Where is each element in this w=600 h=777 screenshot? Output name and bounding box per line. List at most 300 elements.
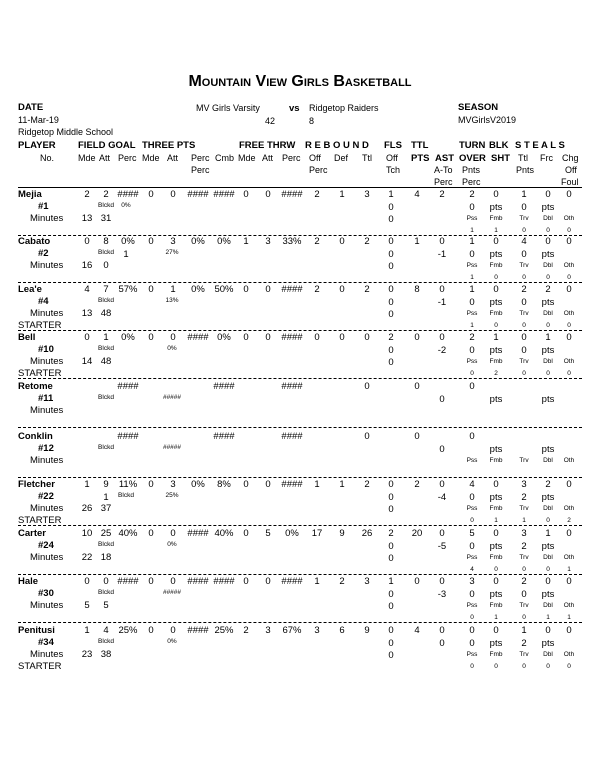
col-reb-def: Def (334, 153, 349, 163)
stat-cell: 20 (411, 528, 423, 539)
turnover-type-value: 0 (470, 517, 474, 524)
turnover-type-label: Dbl (543, 457, 553, 464)
stat-cell: 3 (314, 625, 320, 636)
stat-cell: 1 (314, 576, 320, 587)
stat-cell: 0 (170, 332, 176, 343)
stat-cell: 17 (311, 528, 323, 539)
stat-cell: 0 (265, 284, 271, 295)
turnover-type-value: 1 (567, 614, 571, 621)
detail-cell: 0 (521, 249, 527, 260)
detail-cell: pts (541, 492, 555, 503)
col-over: OVER (459, 153, 486, 164)
stat-cell: 1 (339, 189, 345, 200)
stat-cell: 0 (148, 625, 154, 636)
stat-cell: 0% (191, 236, 205, 247)
stat-cell: 2 (84, 189, 90, 200)
home-team: MV Girls Varsity (196, 103, 260, 113)
stat-cell: 2 (545, 479, 551, 490)
col-ft-mde: Mde (238, 153, 256, 163)
player-name: Retome (18, 381, 53, 392)
turnover-type-label: Dbl (543, 358, 553, 365)
turnover-type-value: 1 (567, 566, 571, 573)
stat-cell: 0 (388, 236, 394, 247)
turnover-type-value: 0 (567, 227, 571, 234)
date-label: DATE (18, 102, 44, 113)
col-3p-perc2: Perc (191, 165, 210, 175)
stat-cell: 67% (282, 625, 302, 636)
stat-cell: 10 (81, 528, 93, 539)
stat-cell: 0 (148, 332, 154, 343)
col-perc-a: Perc (434, 177, 453, 187)
turnover-type-value: 0 (546, 566, 550, 573)
detail-cell: 2 (521, 541, 527, 552)
stat-cell: #### (117, 189, 139, 200)
stat-cell: 50% (214, 284, 234, 295)
stat-cell: 0 (265, 479, 271, 490)
minutes-label: Minutes (30, 600, 64, 611)
stat-cell: 0% (121, 236, 135, 247)
col-reb-off: Off (309, 153, 321, 163)
minutes-value: 37 (100, 503, 112, 514)
fls-tch-value: 0 (388, 357, 394, 368)
stat-cell: #### (281, 479, 303, 490)
stat-cell: #### (213, 189, 235, 200)
stat-cell: 0 (469, 625, 475, 636)
stat-cell: 0 (493, 189, 499, 200)
stat-cell: 0 (103, 576, 109, 587)
stat-cell: 1 (469, 236, 475, 247)
turnover-type-label: Trv (519, 602, 529, 609)
starter-label: STARTER (18, 320, 62, 331)
detail-cell: 0 (469, 345, 475, 356)
minutes-value: 22 (81, 552, 93, 563)
detail-cell: 0% (167, 541, 177, 548)
stat-cell: #### (117, 381, 139, 392)
minutes-value: 31 (100, 213, 112, 224)
stat-cell: 0 (339, 332, 345, 343)
detail-cell: 27% (165, 249, 179, 256)
detail-cell: 0 (469, 492, 475, 503)
stat-cell: 0 (545, 625, 551, 636)
minutes-label: Minutes (30, 356, 64, 367)
detail-cell: ##### (162, 394, 182, 401)
stat-cell: 3 (364, 576, 370, 587)
turnover-type-label: Oth (563, 554, 575, 561)
turnover-type-label: Fmb (489, 262, 503, 269)
col-ast: AST (435, 153, 454, 164)
stat-cell: 0 (364, 381, 370, 392)
detail-cell: pts (489, 202, 503, 213)
stat-cell: 8 (103, 236, 109, 247)
turnover-type-label: Trv (519, 554, 529, 561)
turnover-type-value: 0 (546, 322, 550, 329)
turnover-type-label: Pss (466, 358, 478, 365)
row-divider (18, 622, 582, 623)
stat-cell: 2 (364, 479, 370, 490)
stat-cell: 0 (545, 189, 551, 200)
stat-cell: 0 (414, 576, 420, 587)
stat-cell: 6 (339, 625, 345, 636)
stat-cell: 0% (121, 332, 135, 343)
detail-cell: pts (489, 249, 503, 260)
stat-cell: 2 (439, 189, 445, 200)
detail-cell: -2 (437, 345, 447, 356)
stat-cell: 4 (414, 189, 420, 200)
turnover-type-value: 0 (522, 370, 526, 377)
stat-cell: 1 (521, 189, 527, 200)
col-blk: BLK (489, 140, 509, 151)
col-3p-perc: Perc (191, 153, 210, 163)
fls-tch-value: 0 (388, 650, 394, 661)
turnover-type-label: Dbl (543, 505, 553, 512)
starter-label: STARTER (18, 661, 62, 672)
detail-cell: 0 (388, 589, 394, 600)
detail-cell: -1 (437, 249, 447, 260)
stat-cell: 0 (148, 576, 154, 587)
stat-cell: 0 (439, 479, 445, 490)
player-number: #4 (38, 296, 49, 307)
turnover-type-value: 0 (522, 274, 526, 281)
turnover-type-label: Pss (466, 215, 478, 222)
stat-cell: 0 (566, 189, 572, 200)
stat-cell: 1 (388, 189, 394, 200)
player-name: Lea'e (18, 284, 42, 295)
stat-cell: #### (281, 381, 303, 392)
detail-cell: 1 (123, 249, 129, 260)
col-cmb: Cmb (215, 153, 235, 163)
detail-cell: 0 (469, 249, 475, 260)
stat-cell: 2 (243, 625, 249, 636)
row-divider (18, 282, 582, 283)
detail-cell: ##### (162, 589, 182, 596)
stat-cell: 25% (118, 625, 138, 636)
stat-cell: 1 (243, 236, 249, 247)
stat-cell: 0 (493, 236, 499, 247)
turnover-type-value: 0 (470, 614, 474, 621)
stat-cell: 0 (566, 625, 572, 636)
stat-cell: 0 (265, 189, 271, 200)
turnover-type-label: Trv (519, 262, 529, 269)
stat-cell: 0 (364, 332, 370, 343)
stat-cell: 3 (521, 528, 527, 539)
detail-cell: 0 (388, 297, 394, 308)
detail-cell: 0% (167, 638, 177, 645)
turnover-type-label: Dbl (543, 215, 553, 222)
detail-cell: 0 (439, 444, 445, 455)
turnover-type-value: 0 (546, 274, 550, 281)
stat-cell: 1 (339, 479, 345, 490)
stat-cell: 2 (545, 284, 551, 295)
stat-cell: 0 (566, 528, 572, 539)
col-turn: TURN (459, 140, 486, 151)
turnover-type-value: 0 (494, 322, 498, 329)
detail-cell: Blckd (98, 202, 114, 209)
stat-cell: #### (281, 576, 303, 587)
stat-cell: 0 (388, 479, 394, 490)
stat-cell: 0 (493, 576, 499, 587)
minutes-label: Minutes (30, 503, 64, 514)
turnover-type-value: 2 (567, 517, 571, 524)
turnover-type-label: Trv (519, 505, 529, 512)
detail-cell: Blckd (98, 249, 114, 256)
stat-cell: 4 (103, 625, 109, 636)
col-rebound: R E B O U N D (305, 140, 369, 151)
stat-cell: 0 (493, 284, 499, 295)
report-title: Mountain View Girls Basketball (188, 73, 412, 90)
turnover-type-value: 0 (494, 274, 498, 281)
fls-tch-value: 0 (388, 504, 394, 515)
fls-tch-value: 0 (388, 214, 394, 225)
col-fg-perc: Perc (118, 153, 137, 163)
stat-cell: 0 (339, 236, 345, 247)
season-label: SEASON (458, 102, 499, 113)
row-divider (18, 477, 582, 478)
minutes-value: 23 (81, 649, 93, 660)
col-pnts2: Pnts (516, 165, 535, 175)
vs-label: vs (289, 103, 300, 114)
detail-cell: 0% (121, 202, 131, 209)
detail-cell: Blckd (98, 345, 114, 352)
detail-cell: 2 (521, 492, 527, 503)
detail-cell: pts (541, 589, 555, 600)
turnover-type-label: Fmb (489, 310, 503, 317)
minutes-value: 5 (103, 600, 109, 611)
stat-cell: 1 (521, 625, 527, 636)
col-pts: PTS (411, 153, 430, 164)
detail-cell: Blckd (98, 589, 114, 596)
turnover-type-value: 0 (522, 322, 526, 329)
minutes-label: Minutes (30, 405, 64, 416)
detail-cell: 2 (521, 638, 527, 649)
stat-cell: 0 (364, 431, 370, 442)
turnover-type-label: Oth (563, 651, 575, 658)
stat-cell: 4 (414, 625, 420, 636)
stat-cell: 25% (214, 625, 234, 636)
minutes-value: 18 (100, 552, 112, 563)
minutes-value: 14 (81, 356, 93, 367)
col-ft-perc: Perc (282, 153, 301, 163)
starter-label: STARTER (18, 515, 62, 526)
stat-cell: 2 (314, 284, 320, 295)
stat-cell: 0 (493, 625, 499, 636)
minutes-value: 13 (81, 308, 93, 319)
stat-cell: 3 (364, 189, 370, 200)
turnover-type-label: Oth (563, 602, 575, 609)
detail-cell: 1 (103, 492, 109, 503)
stat-cell: 0% (285, 528, 299, 539)
col-off2: Off (565, 165, 577, 175)
detail-cell: pts (489, 589, 503, 600)
detail-cell: 0 (521, 297, 527, 308)
stat-cell: 0 (388, 284, 394, 295)
turnover-type-label: Fmb (489, 215, 503, 222)
stat-cell: #### (117, 431, 139, 442)
detail-cell: -1 (437, 297, 447, 308)
stat-cell: 1 (545, 332, 551, 343)
stat-cell: 11% (118, 479, 138, 490)
player-number: #11 (38, 393, 54, 404)
home-score: 42 (265, 116, 276, 126)
detail-cell: pts (489, 444, 503, 455)
turnover-type-value: 0 (522, 566, 526, 573)
starter-label: STARTER (18, 368, 62, 379)
turnover-type-value: 1 (494, 227, 498, 234)
stat-cell: 0 (439, 332, 445, 343)
stat-cell: 2 (314, 236, 320, 247)
player-name: Cabato (18, 236, 51, 247)
turnover-type-value: 0 (470, 370, 474, 377)
detail-cell: ##### (162, 444, 182, 451)
minutes-value: 26 (81, 503, 93, 514)
stat-cell: 8 (414, 284, 420, 295)
detail-cell: pts (489, 345, 503, 356)
col-reb-perc: Perc (309, 165, 328, 175)
turnover-type-value: 0 (567, 274, 571, 281)
stat-cell: 0 (243, 479, 249, 490)
stat-cell: 9 (339, 528, 345, 539)
col-3p-mde: Mde (142, 153, 160, 163)
turnover-type-label: Fmb (489, 457, 503, 464)
stat-cell: 1 (414, 236, 420, 247)
turnover-type-label: Oth (563, 505, 575, 512)
turnover-type-label: Pss (466, 505, 478, 512)
col-tch: Tch (386, 165, 401, 175)
turnover-type-value: 1 (546, 614, 550, 621)
stat-cell: #### (281, 332, 303, 343)
turnover-type-label: Fmb (489, 358, 503, 365)
stat-cell: 0 (148, 284, 154, 295)
stat-cell: 0 (170, 576, 176, 587)
col-field-goal: FIELD GOAL (78, 140, 136, 151)
detail-cell: 0 (388, 638, 394, 649)
player-name: Mejia (18, 189, 42, 200)
col-pnts: Pnts (462, 165, 481, 175)
stat-cell: 0 (339, 284, 345, 295)
stat-cell: #### (187, 189, 209, 200)
detail-cell: pts (541, 638, 555, 649)
row-divider (18, 574, 582, 575)
turnover-type-value: 0 (494, 566, 498, 573)
col-sht: SHT (491, 153, 510, 164)
stat-cell: 1 (314, 479, 320, 490)
turnover-type-label: Trv (519, 215, 529, 222)
turnover-type-label: Trv (519, 457, 529, 464)
stat-cell: 0 (414, 431, 420, 442)
stat-cell: 7 (103, 284, 109, 295)
turnover-type-label: Oth (563, 310, 575, 317)
stat-cell: 3 (170, 236, 176, 247)
turnover-type-label: Pss (466, 262, 478, 269)
minutes-value: 38 (100, 649, 112, 660)
stat-cell: 0 (84, 236, 90, 247)
player-number: #12 (38, 443, 54, 454)
stat-cell: 40% (214, 528, 234, 539)
stat-cell: 26 (361, 528, 373, 539)
col-ato: A-To (434, 165, 453, 175)
stat-cell: 0 (566, 284, 572, 295)
stat-cell: 0 (439, 284, 445, 295)
turnover-type-value: 2 (494, 370, 498, 377)
turnover-type-value: 4 (470, 566, 474, 573)
stat-cell: 1 (469, 284, 475, 295)
stat-cell: 0 (148, 189, 154, 200)
turnover-type-label: Pss (466, 554, 478, 561)
stat-cell: 57% (118, 284, 138, 295)
detail-cell: pts (541, 444, 555, 455)
minutes-value: 48 (100, 308, 112, 319)
minutes-label: Minutes (30, 213, 64, 224)
stat-cell: 0 (439, 576, 445, 587)
detail-cell: 0 (388, 345, 394, 356)
minutes-value: 16 (81, 260, 93, 271)
turnover-type-label: Trv (519, 310, 529, 317)
turnover-type-value: 0 (546, 227, 550, 234)
col-no: No. (40, 153, 55, 163)
stat-cell: 0 (243, 528, 249, 539)
minutes-value: 5 (84, 600, 90, 611)
minutes-value: 13 (81, 213, 93, 224)
detail-cell: pts (489, 297, 503, 308)
col-ttl: TTL (411, 140, 429, 151)
col-steals: S T E A L S (515, 140, 565, 151)
turnover-type-label: Fmb (489, 554, 503, 561)
turnover-type-label: Dbl (543, 554, 553, 561)
detail-cell: 0 (521, 589, 527, 600)
stat-cell: #### (281, 431, 303, 442)
minutes-label: Minutes (30, 552, 64, 563)
turnover-type-label: Dbl (543, 262, 553, 269)
stat-cell: 2 (364, 284, 370, 295)
detail-cell: pts (489, 541, 503, 552)
player-name: Penitusi (18, 625, 55, 636)
stat-cell: 0 (314, 332, 320, 343)
stat-cell: 33% (282, 236, 302, 247)
detail-cell: pts (541, 345, 555, 356)
away-team: Ridgetop Raiders (309, 103, 379, 113)
turnover-type-label: Pss (466, 651, 478, 658)
game-location: Ridgetop Middle School (18, 127, 114, 137)
stat-cell: 0 (148, 528, 154, 539)
minutes-value: 0 (103, 260, 109, 271)
turnover-type-value: 1 (494, 614, 498, 621)
stat-cell: 0 (388, 625, 394, 636)
player-name: Carter (18, 528, 46, 539)
stat-cell: 1 (103, 332, 109, 343)
turnover-type-value: 0 (567, 322, 571, 329)
player-name: Fletcher (18, 479, 55, 490)
detail-cell: 0 (388, 249, 394, 260)
col-fls: FLS (384, 140, 402, 151)
detail-cell: 0 (388, 541, 394, 552)
stat-cell: 0 (493, 479, 499, 490)
turnover-type-value: 1 (470, 227, 474, 234)
col-chg: Chg (562, 153, 579, 163)
detail-cell: Blckd (98, 394, 114, 401)
fls-tch-value: 0 (388, 309, 394, 320)
turnover-type-value: 0 (494, 663, 498, 670)
stat-cell: 1 (84, 479, 90, 490)
detail-cell: Blckd (98, 541, 114, 548)
stat-cell: 0 (521, 332, 527, 343)
col-perc-b: Perc (462, 177, 481, 187)
header-rule (18, 187, 582, 188)
minutes-value: 48 (100, 356, 112, 367)
stat-cell: 2 (388, 528, 394, 539)
detail-cell: -5 (437, 541, 447, 552)
player-name: Bell (18, 332, 36, 343)
stat-cell: 0 (243, 189, 249, 200)
stat-cell: 0 (84, 576, 90, 587)
